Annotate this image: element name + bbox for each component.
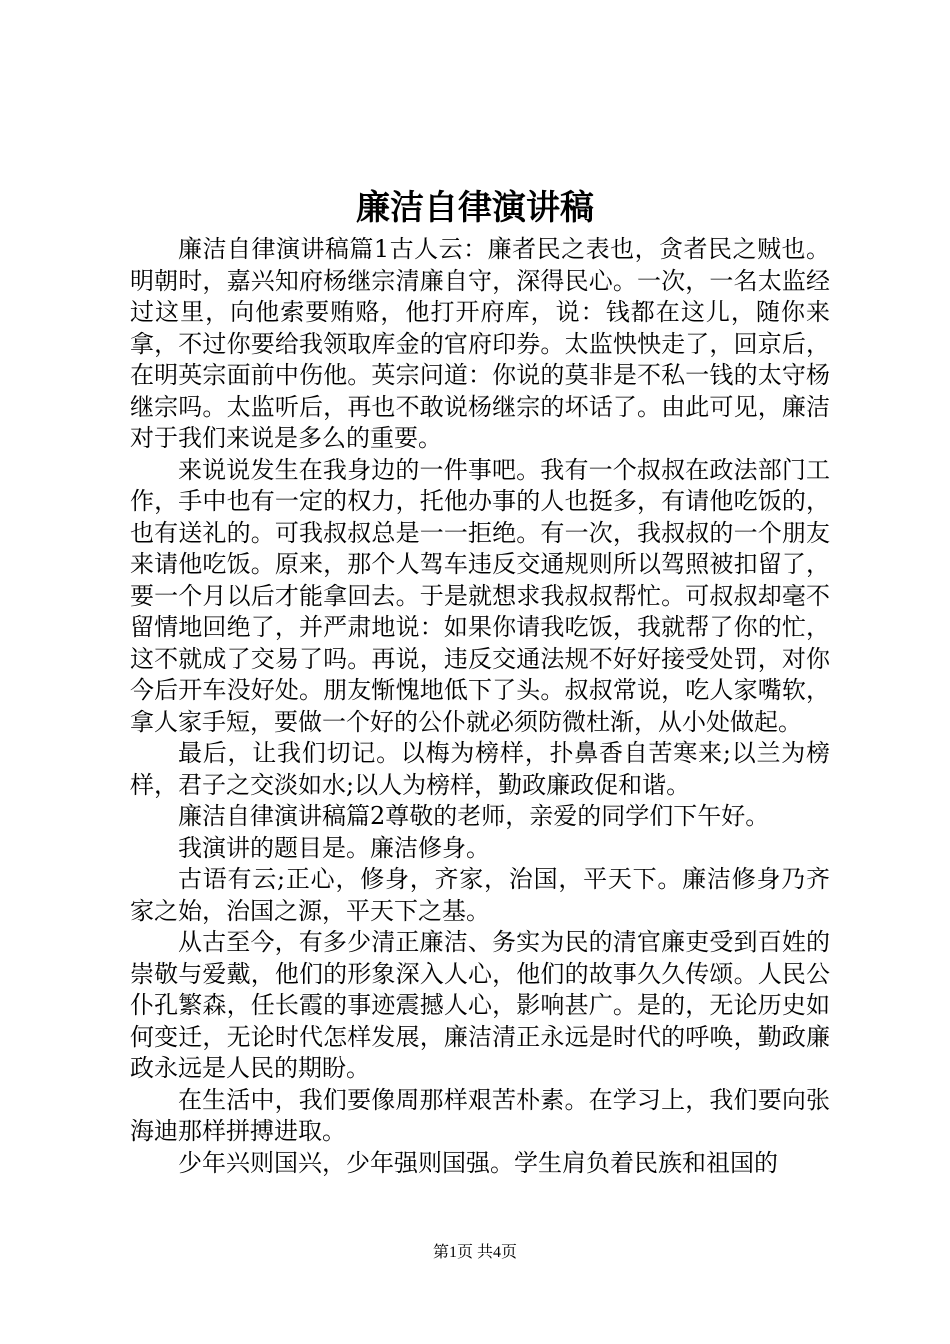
page-number-footer: 第1页 共4页 [432, 1244, 517, 1261]
paragraph: 来说说发生在我身边的一件事吧。我有一个叔叔在政法部门工作，手中也有一定的权力，托他办事的人也挺多，有请他吃饭的，也有送礼的。可我叔叔总是一一拒绝。有一次，我叔叔的一个朋友来请他吃饭。原来，那个人驾车违反交通规则所以驾照被扣留了，要一个月以后才能拿回去。于是就想求我叔叔帮忙。可叔叔却毫不留情地回绝了，并严肃地说：如果你请我吃饭，我就帮了你的忙，这不就成了交易了吗。再说，违反交通法规不好好接受处罚，对你今后开车没好处。朋友惭愧地低下了头。叔叔常说，吃人家嘴软，拿人家手短，要做一个好的公仆就必须防微杜渐，从小处做起。 [130, 455, 830, 736]
paragraph: 少年兴则国兴，少年强则国强。学生肩负着民族和祖国的 [178, 1148, 778, 1177]
paragraph: 从古至今，有多少清正廉洁、务实为民的清官廉吏受到百姓的崇敬与爱戴，他们的形象深入人心，他们的故事久久传颂。人民公仆孔繁森，任长霞的事迹震撼人心，影响甚广。是的，无论历史如何变迁，无论时代怎样发展，廉洁清正永远是时代的呼唤，勤政廉政永远是人民的期盼。 [130, 928, 830, 1082]
document-title: 廉洁自律演讲稿 [356, 188, 594, 228]
paragraph: 古语有云;正心，修身，齐家，治国，平天下。廉洁修身乃齐家之始，治国之源，平天下之基。 [130, 865, 830, 925]
document-body [130, 234, 830, 1179]
paragraph: 廉洁自律演讲稿篇2尊敬的老师，亲爱的同学们下午好。 [178, 802, 770, 830]
paragraph: 在生活中，我们要像周那样艰苦朴素。在学习上，我们要向张海迪那样拼搏进取。 [130, 1085, 830, 1145]
paragraph: 廉洁自律演讲稿篇1古人云：廉者民之表也，贪者民之贼也。明朝时，嘉兴知府杨继宗清廉自守，深得民心。一次，一名太监经过这里，向他索要贿赂，他打开府库，说：钱都在这儿，随你来拿，不过你要给我领取库金的官府印券。太监怏怏走了，回京后，在明英宗面前中伤他。英宗问道：你说的莫非是不私一钱的太守杨继宗吗。太监听后，再也不敢说杨继宗的坏话了。由此可见，廉洁对于我们来说是多么的重要。 [130, 235, 830, 452]
paragraph: 我演讲的题目是。廉洁修身。 [178, 833, 490, 862]
paragraph: 最后，让我们切记。以梅为榜样，扑鼻香自苦寒来;以兰为榜样，君子之交淡如水;以人为榜样，勤政廉政促和谐。 [130, 739, 830, 799]
